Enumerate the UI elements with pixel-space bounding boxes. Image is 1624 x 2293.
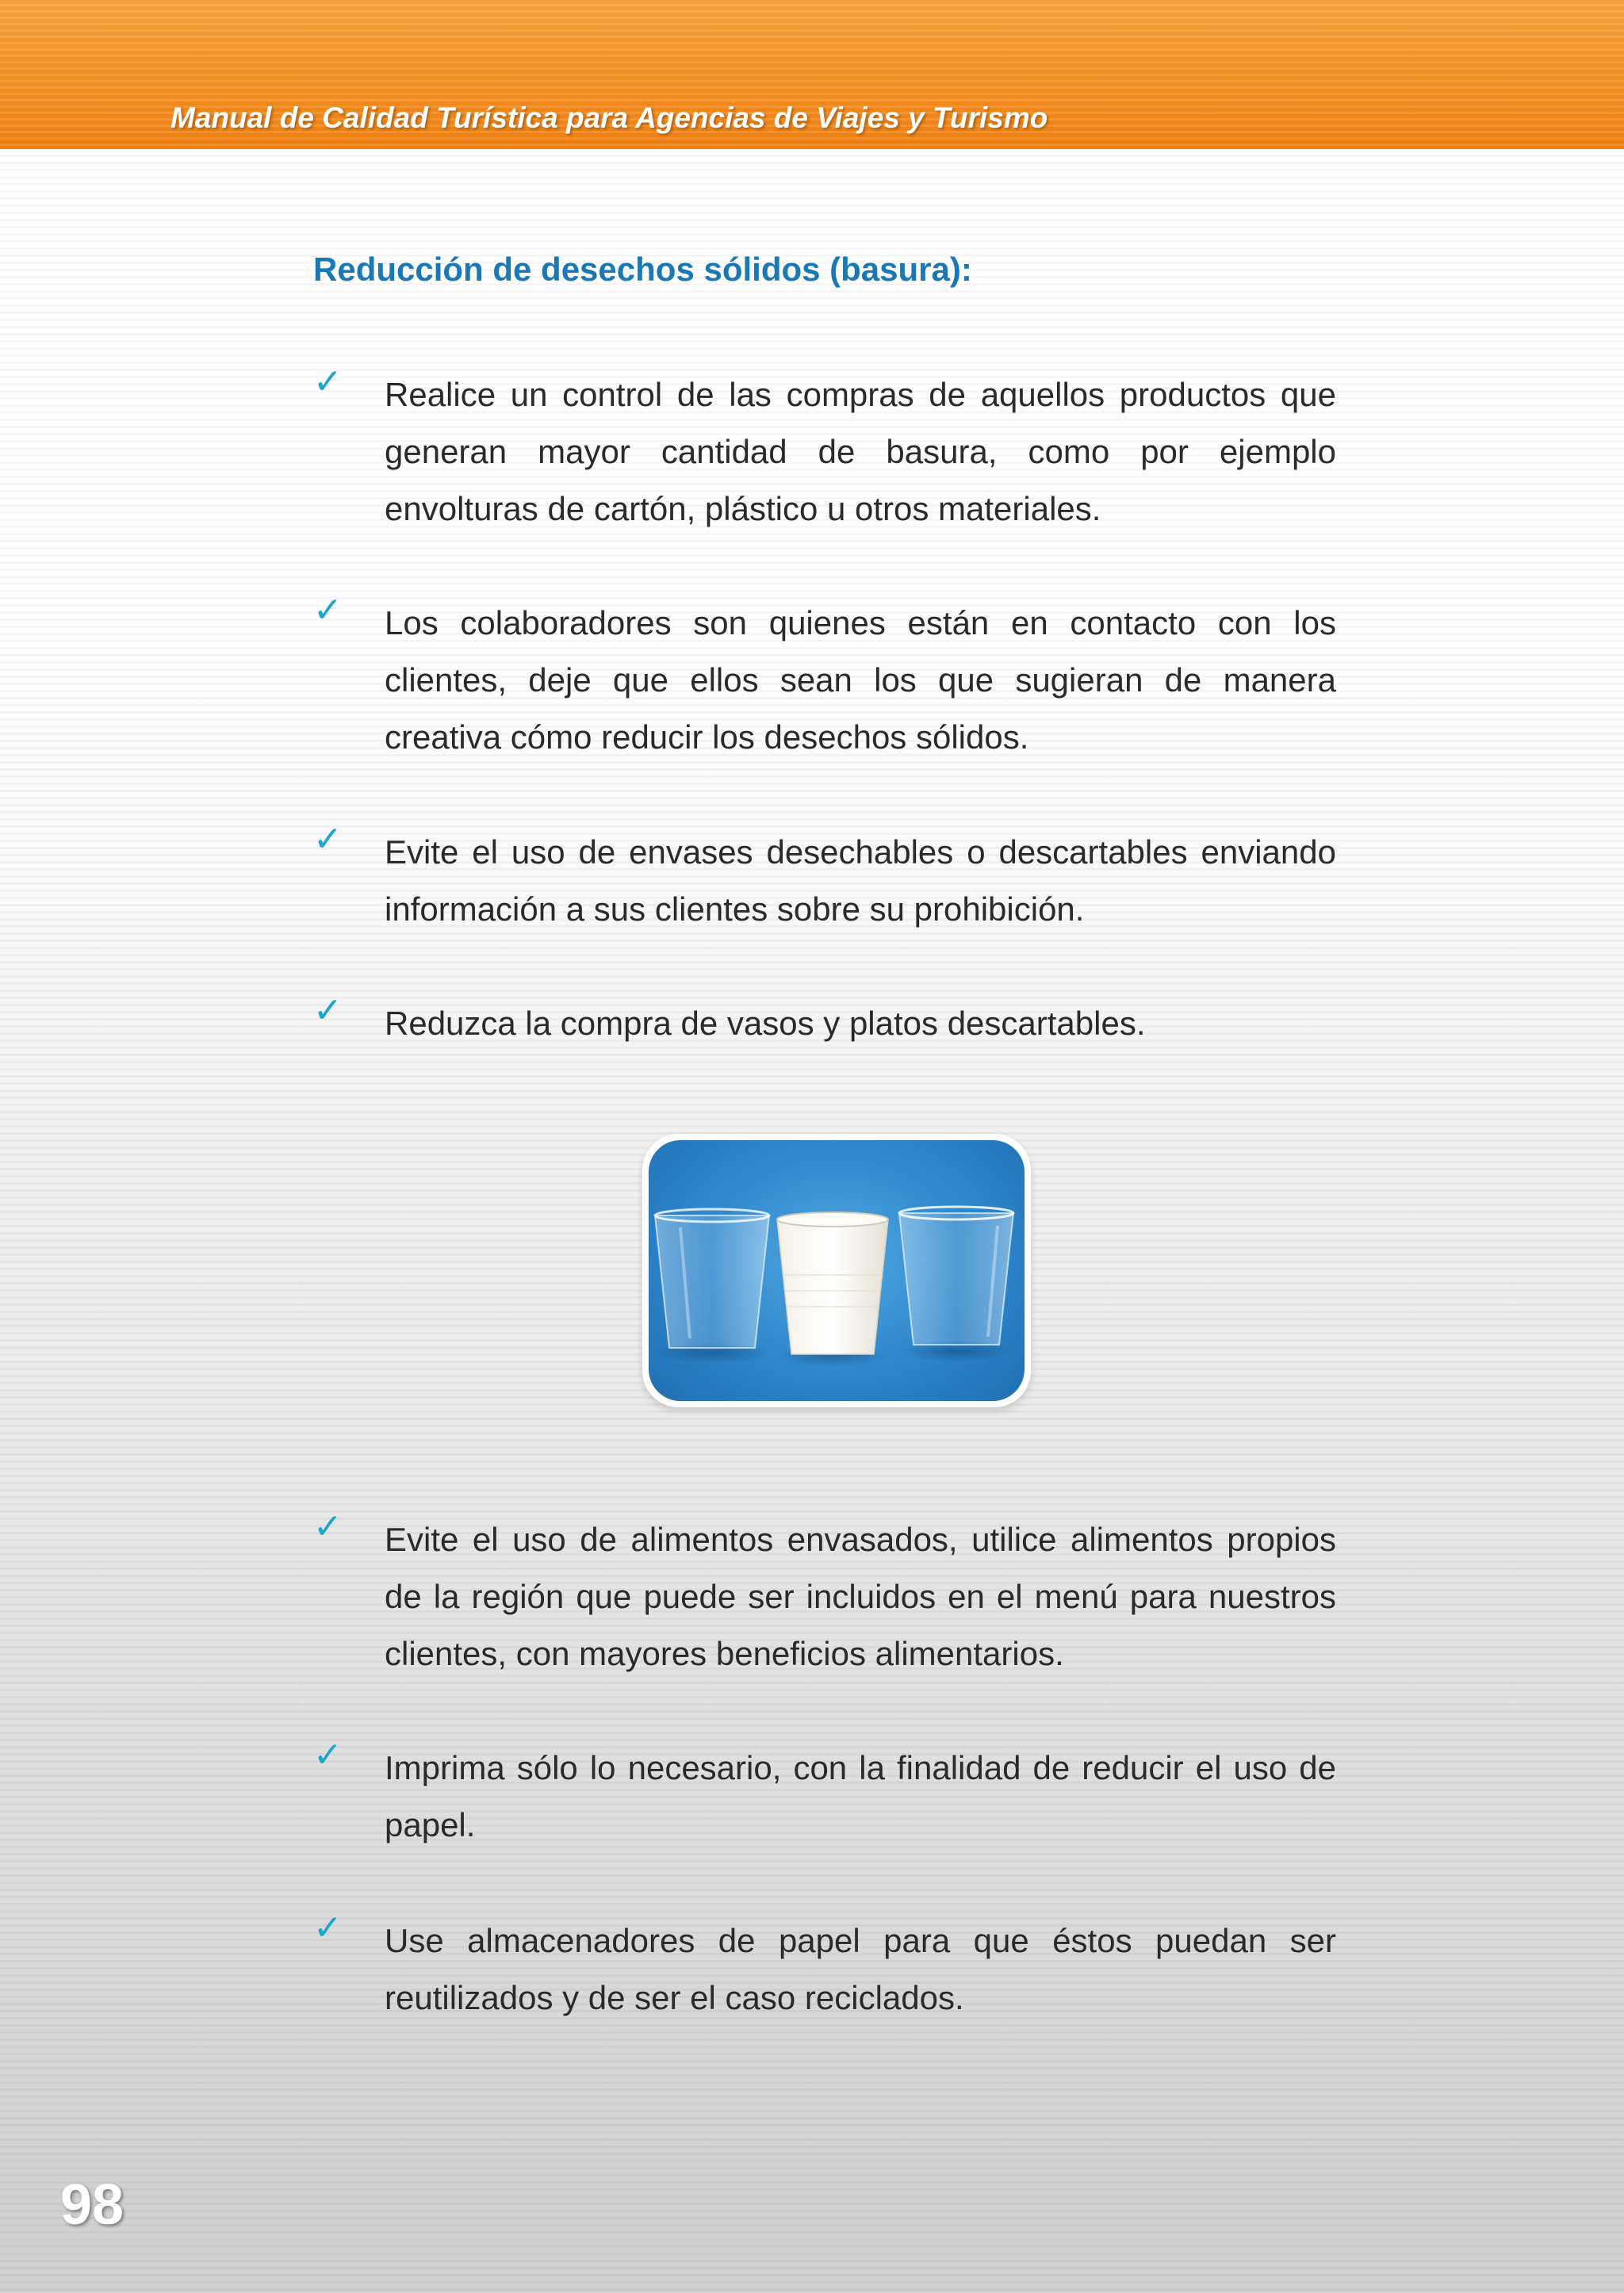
checkmark-icon: ✓: [313, 990, 343, 1031]
checkmark-icon: ✓: [313, 819, 343, 859]
checkmark-icon: ✓: [313, 1506, 343, 1547]
bullet-text: Imprima sólo lo necesario, con la finalidad de reducir el uso de papel.: [385, 1749, 1336, 1843]
bullet-text: Use almacenadores de papel para que éstos puedan ser reutilizados y de ser el caso reciclados.: [385, 1922, 1336, 2016]
bullet-text: Evite el uso de envases desechables o descartables enviando información a sus clientes sobre su prohibición.: [385, 833, 1336, 928]
checkmark-icon: ✓: [313, 1735, 343, 1775]
checkmark-icon: ✓: [313, 362, 343, 402]
plastic-cups-illustration: [649, 1140, 1025, 1401]
clear-cup-left: [655, 1209, 769, 1348]
bullet-text: Evite el uso de alimentos envasados, utilice alimentos propios de la región que puede ser incluidos en el menú para nuestros clientes, con mayores beneficios alimentarios.: [385, 1521, 1336, 1672]
checkmark-icon: ✓: [313, 590, 343, 630]
cups-photo-background: [649, 1140, 1025, 1401]
white-cup-center: [777, 1212, 888, 1354]
header-title: Manual de Calidad Turística para Agencias de Viajes y Turismo: [170, 101, 1048, 134]
bullet-text: Reduzca la compra de vasos y platos descartables.: [385, 1005, 1146, 1042]
page-header: [0, 0, 1624, 149]
bullet-text: Realice un control de las compras de aquellos productos que generan mayor cantidad de basura, como por ejemplo envolturas de cartón, plástico u otros materiales.: [385, 376, 1336, 527]
section-title: Reducción de desechos sólidos (basura):: [313, 251, 972, 288]
bullet-text: Los colaboradores son quienes están en contacto con los clientes, deje que ellos sean los que sugieran de manera creativa cómo reducir los desechos sólidos.: [385, 604, 1336, 756]
clear-cup-right: [899, 1207, 1013, 1345]
page-number: 98: [60, 2173, 124, 2237]
cups-photo: [642, 1134, 1031, 1407]
checkmark-icon: ✓: [313, 1908, 343, 1948]
